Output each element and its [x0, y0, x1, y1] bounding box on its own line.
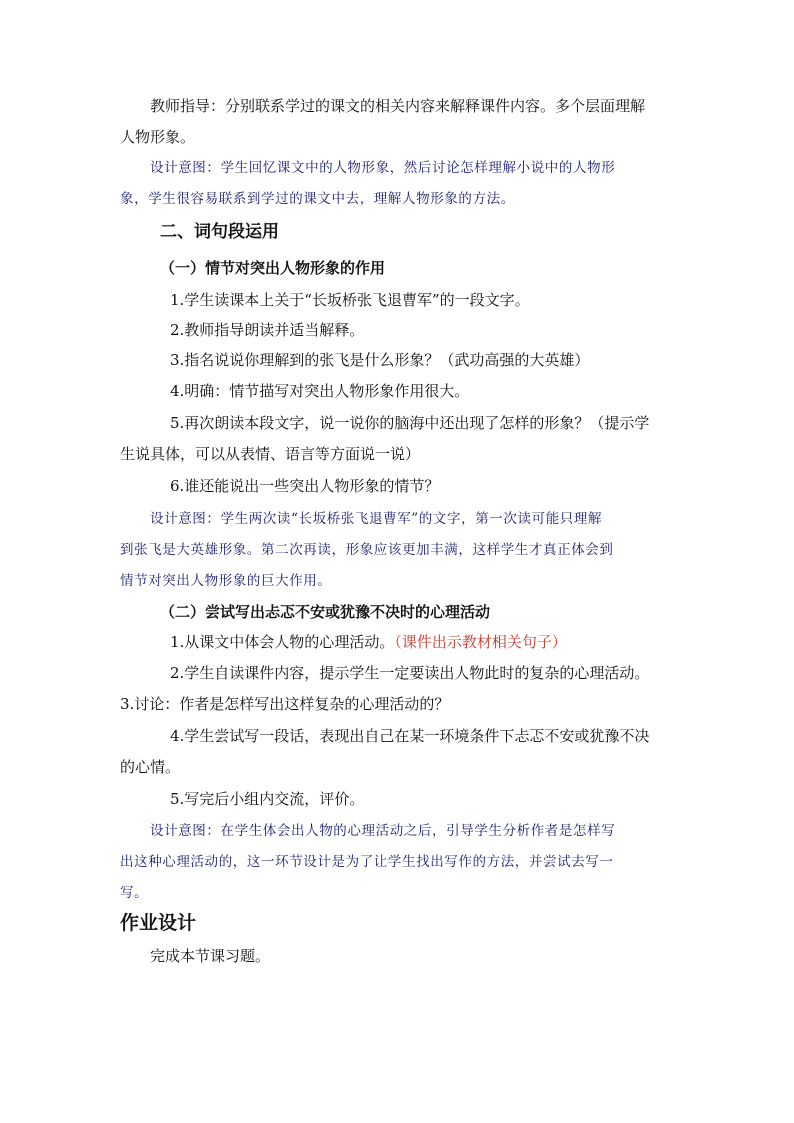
- subsection-heading-psychology: （二）尝试写出忐忑不安或犹豫不决时的心理活动: [160, 603, 491, 621]
- homework-heading: 作业设计: [120, 912, 197, 934]
- design-intent-2-line-2: 到张飞是大英雄形象。第二次再读，形象应该更加丰满，这样学生才真正体会到: [120, 542, 614, 558]
- step-1-1: 1.学生读课本上关于“长坂桥张飞退曹军”的一段文字。: [170, 291, 530, 309]
- step-1-6: 6.谁还能说出一些突出人物形象的情节？: [170, 477, 440, 495]
- step-1-4: 4.明确：情节描写对突出人物形象作用很大。: [170, 382, 470, 400]
- step-1-5-line-2: 生说具体，可以从表情、语言等方面说一说）: [120, 445, 421, 463]
- design-intent-2-line-1: 设计意图：学生两次读“长坂桥张飞退曹军”的文字，第一次读可能只理解: [150, 511, 603, 527]
- step-2-3: 3.讨论：作者是怎样写出这样复杂的心理活动的？: [120, 695, 450, 713]
- design-intent-1-line-1: 设计意图：学生回忆课文中的人物形象，然后讨论怎样理解小说中的人物形: [150, 160, 616, 176]
- design-intent-1-line-2: 象，学生很容易联系到学过的课文中去，理解人物形象的方法。: [120, 191, 515, 207]
- teacher-guidance-line-2: 人物形象。: [120, 128, 196, 146]
- step-2-2: 2.学生自读课件内容，提示学生一定要读出人物此时的复杂的心理活动。: [170, 664, 650, 682]
- step-2-4-line-2: 的心情。: [120, 758, 181, 776]
- step-1-3: 3.指名说说你理解到的张飞是什么形象？（武功高强的大英雄）: [170, 351, 590, 369]
- teacher-guidance-line-1: 教师指导：分别联系学过的课文的相关内容来解释课件内容。多个层面理解: [150, 97, 646, 115]
- step-2-5: 5.写完后小组内交流，评价。: [170, 790, 365, 808]
- courseware-note: （课件出示教材相关句子）: [394, 633, 567, 651]
- design-intent-3-line-1: 设计意图：在学生体会出人物的心理活动之后，引导学生分析作者是怎样写: [150, 823, 616, 839]
- section-heading-word-usage: 二、词句段运用: [160, 222, 279, 242]
- step-2-1-text: 1.从课文中体会人物的心理活动。: [170, 633, 395, 651]
- step-2-1: [170, 632, 567, 652]
- step-1-2: 2.教师指导朗读并适当解释。: [170, 321, 365, 339]
- step-2-4-line-1: 4.学生尝试写一段话，表现出自己在某一环境条件下忐忑不安或犹豫不决: [170, 727, 650, 745]
- design-intent-3-line-2: 出这种心理活动的，这一环节设计是为了让学生找出写作的方法，并尝试去写一: [120, 854, 614, 870]
- homework-text: 完成本节课习题。: [150, 947, 271, 965]
- step-1-5-line-1: 5.再次朗读本段文字，说一说你的脑海中还出现了怎样的形象？（提示学: [170, 414, 650, 432]
- subsection-heading-plot: （一）情节对突出人物形象的作用: [160, 259, 386, 277]
- design-intent-2-line-3: 情节对突出人物形象的巨大作用。: [120, 573, 332, 589]
- design-intent-3-line-3: 写。: [120, 885, 149, 901]
